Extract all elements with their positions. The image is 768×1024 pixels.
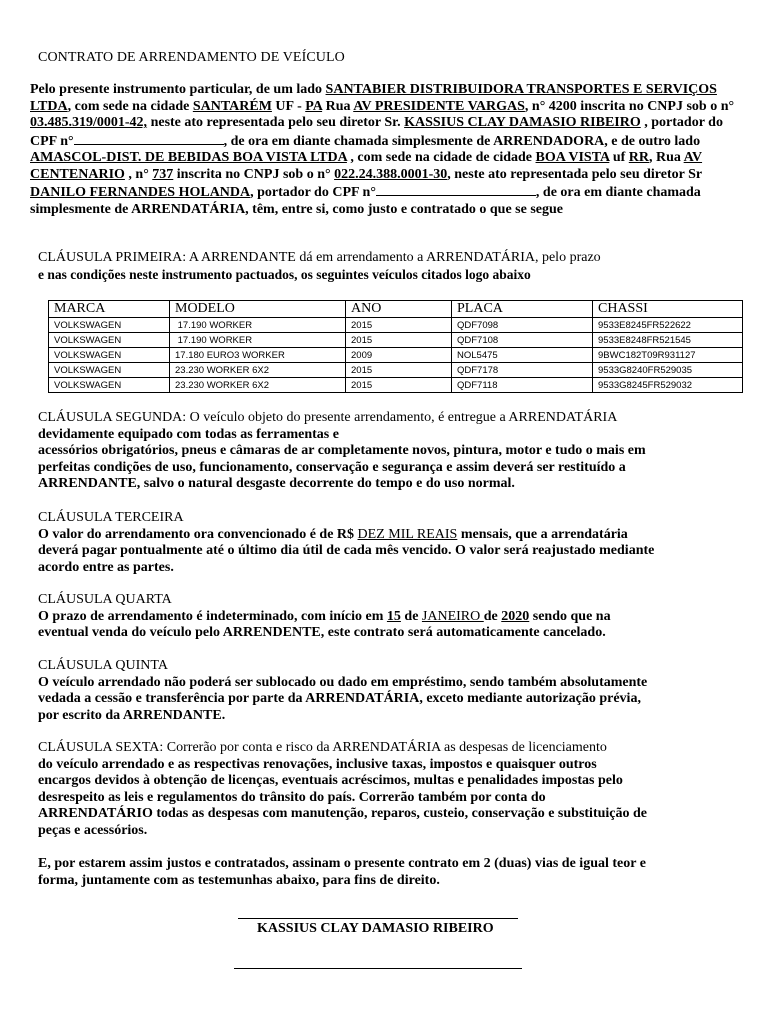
intro-text: , Rua	[649, 150, 684, 165]
lessee-street: AV CENTENARIO	[30, 150, 703, 182]
clause-text: de	[400, 608, 422, 624]
table-row	[49, 348, 743, 363]
clause-second-line: CLÁUSULA SEGUNDA: O veículo objeto do presente arrendamento, é entregue a ARRENDATÁRIA	[38, 410, 618, 425]
intro-paragraph	[30, 82, 735, 218]
cpf-blank-2	[376, 183, 536, 196]
clause-sixth-line: CLÁUSULA SEXTA: Correrão por conta e risco da ARRENDATÁRIA as despesas de licenciamento	[38, 740, 607, 755]
clause-text: mensais, que a arrendatária	[457, 526, 628, 542]
vehicles-table	[48, 300, 743, 393]
intro-text: , n°	[124, 166, 153, 182]
lessor-company: SANTABIER DISTRIBUIDORA TRANSPORTES E SERVIÇOS LTDA	[30, 82, 717, 114]
lessor-director: KASSIUS CLAY DAMASIO RIBEIRO	[404, 115, 641, 130]
table-cell: VOLKSWAGEN	[49, 363, 170, 378]
clause-fifth-line: vedada a cessão e transferência por parte da ARRENDATÁRIA, exceto mediante autorização prévia,	[38, 691, 641, 706]
column-header: ANO	[346, 301, 452, 318]
clause-text: sendo que na	[529, 608, 611, 624]
column-header: PLACA	[452, 301, 593, 318]
clause-third-line: deverá pagar pontualmente até o último dia útil de cada mês vencido. O valor será reajustado mediante	[38, 543, 655, 558]
table-row	[49, 333, 743, 348]
clause-fifth	[38, 658, 748, 724]
clause-sixth-line: encargos devidos à obtenção de licenças, eventuais acréscimos, multas e penalidades impostas pelo	[38, 773, 623, 788]
table-cell: QDF7108	[452, 333, 593, 348]
intro-text: , n° 4200 inscrita no CNPJ sob o n°	[524, 98, 735, 114]
intro-text: Rua	[322, 98, 354, 114]
table-row	[49, 378, 743, 393]
table-cell: 9533G8245FR529032	[593, 378, 743, 393]
clause-sixth-line: ARRENDATÁRIO todas as despesas com manutenção, reparos, custeio, conservação e substituição de	[38, 806, 647, 821]
table-header-row	[49, 301, 743, 318]
lessor-city: SANTARÉM	[192, 98, 272, 114]
lessor-cnpj: 03.485.319/0001-42,	[30, 115, 148, 130]
intro-text: neste ato representada pelo seu diretor Sr.	[147, 115, 405, 130]
intro-text: , de ora em diante chamada simplesmente de ARRENDATÁRIA, têm, entre si, como justo e contratado o que se segue	[30, 185, 701, 217]
clause-fifth-line: por escrito da ARRENDANTE.	[38, 707, 226, 723]
intro-text: Pelo presente instrumento particular, de um lado	[30, 82, 326, 97]
page-title: CONTRATO DE ARRENDAMENTO DE VEÍCULO	[38, 50, 345, 65]
closing-paragraph	[38, 856, 748, 889]
table-row	[49, 363, 743, 378]
clause-third-line	[38, 527, 748, 544]
clause-fourth	[38, 592, 748, 642]
table-cell: 17.180 EURO3 WORKER	[170, 348, 346, 363]
intro-text: , portador do CPF n°	[250, 185, 376, 200]
table-cell: 9533G8240FR529035	[593, 363, 743, 378]
table-cell: 23.230 WORKER 6X2	[170, 363, 346, 378]
clause-third	[38, 510, 748, 576]
lessee-cnpj: 022.24.388.0001-30	[334, 166, 448, 182]
lessor-street: AV PRESIDENTE VARGAS	[353, 98, 525, 114]
table-cell: QDF7178	[452, 363, 593, 378]
table-cell: NOL5475	[452, 348, 593, 363]
table-cell: 2015	[346, 363, 452, 378]
intro-text: UF -	[271, 98, 306, 114]
lessee-number: 737	[152, 166, 174, 182]
signature-line-1	[238, 918, 518, 919]
intro-text: , com sede na cidade de cidade	[346, 150, 536, 165]
start-month: JANEIRO	[421, 608, 484, 624]
table-cell: 9BWC182T09R931127	[593, 348, 743, 363]
column-header: MARCA	[49, 301, 170, 318]
clause-first	[38, 250, 748, 283]
clause-sixth-line: do veículo arrendado e as respectivas renovações, inclusive taxas, impostos e quaisquer outros	[38, 756, 597, 772]
clause-fourth-heading: CLÁUSULA QUARTA	[38, 592, 172, 607]
clause-second-line: perfeitas condições de uso, funcionamento, conservação e segurança e assim deverá ser restituído a	[38, 459, 626, 475]
clause-fourth-line: eventual venda do veículo pelo ARRENDENTE, este contrato será automaticamente cancelado.	[38, 625, 606, 640]
table-row	[49, 318, 743, 333]
table-cell: 9533E8245FR522622	[593, 318, 743, 333]
table-cell: QDF7098	[452, 318, 593, 333]
table-cell: VOLKSWAGEN	[49, 378, 170, 393]
clause-first-line: e nas condições neste instrumento pactuados, os seguintes veículos citados logo abaixo	[38, 266, 531, 282]
table-cell: 17.190 WORKER	[170, 318, 346, 333]
clause-text: O prazo de arrendamento é indeterminado, com início em	[38, 608, 387, 624]
clause-third-heading: CLÁUSULA TERCEIRA	[38, 510, 184, 525]
closing-line: forma, juntamente com as testemunhas abaixo, para fins de direito.	[38, 872, 440, 888]
table-cell: QDF7118	[452, 378, 593, 393]
column-header: MODELO	[170, 301, 346, 318]
table-cell: 2015	[346, 378, 452, 393]
lessee-uf: RR	[628, 150, 650, 165]
table-cell: 2009	[346, 348, 452, 363]
clause-text: de	[483, 608, 502, 624]
intro-text: , portador do CPF n°	[30, 115, 723, 149]
lessee-company: AMASCOL-DIST. DE BEBIDAS BOA VISTA LTDA	[30, 150, 347, 165]
signature-line-2	[234, 968, 522, 969]
table-cell: 9533E8248FR521545	[593, 333, 743, 348]
table-cell: 17.190 WORKER	[170, 333, 346, 348]
rent-amount: DEZ MIL REAIS	[357, 526, 458, 542]
cpf-blank-1	[74, 132, 224, 145]
clause-second-line: devidamente equipado com todas as ferramentas e	[38, 426, 339, 442]
lessee-director: DANILO FERNANDES HOLANDA	[30, 185, 251, 200]
start-day: 15	[386, 608, 401, 624]
intro-text: , neste ato representada pelo seu diretor Sr	[447, 166, 702, 182]
clause-text: O valor do arrendamento ora convencionado é de R$	[38, 526, 358, 542]
closing-line: E, por estarem assim justos e contratados, assinam o presente contrato em 2 (duas) vias de igual teor e	[38, 856, 646, 871]
lessor-uf: PA	[305, 98, 323, 114]
start-year: 2020	[501, 608, 530, 624]
table-cell: VOLKSWAGEN	[49, 318, 170, 333]
intro-text: , com sede na cidade	[67, 98, 193, 114]
clause-fifth-line: O veículo arrendado não poderá ser sublocado ou dado em empréstimo, sendo também absolutamente	[38, 674, 648, 690]
table-cell: 2015	[346, 318, 452, 333]
clause-third-line: acordo entre as partes.	[38, 559, 174, 575]
clause-second-line: acessórios obrigatórios, pneus e câmaras de ar completamente novos, pintura, motor e tudo o mais em	[38, 443, 646, 458]
clause-fifth-heading: CLÁUSULA QUINTA	[38, 658, 168, 673]
clause-sixth	[38, 740, 748, 839]
clause-sixth-line: desrespeito as leis e regulamentos do trânsito do país. Correrão também por conta do	[38, 789, 546, 805]
intro-text: , de ora em diante chamada simplesmente de ARRENDADORA, e de outro lado	[223, 133, 701, 149]
table-cell: 23.230 WORKER 6X2	[170, 378, 346, 393]
table-cell: 2015	[346, 333, 452, 348]
clause-sixth-line: peças e acessórios.	[38, 822, 148, 838]
lessee-city: BOA VISTA	[535, 150, 610, 165]
column-header: CHASSI	[593, 301, 743, 318]
clause-second-line: ARRENDANTE, salvo o natural desgaste decorrente do tempo e do uso normal.	[38, 476, 515, 491]
clause-fourth-line	[38, 609, 748, 626]
intro-text: uf	[609, 150, 629, 165]
table-cell: VOLKSWAGEN	[49, 333, 170, 348]
intro-text: inscrita no CNPJ sob o n°	[173, 166, 335, 182]
clause-first-line: CLÁUSULA PRIMEIRA: A ARRENDANTE dá em arrendamento a ARRENDATÁRIA, pelo prazo	[38, 250, 601, 265]
signatory-name: KASSIUS CLAY DAMASIO RIBEIRO	[257, 921, 494, 936]
clause-second	[38, 410, 748, 493]
table-cell: VOLKSWAGEN	[49, 348, 170, 363]
